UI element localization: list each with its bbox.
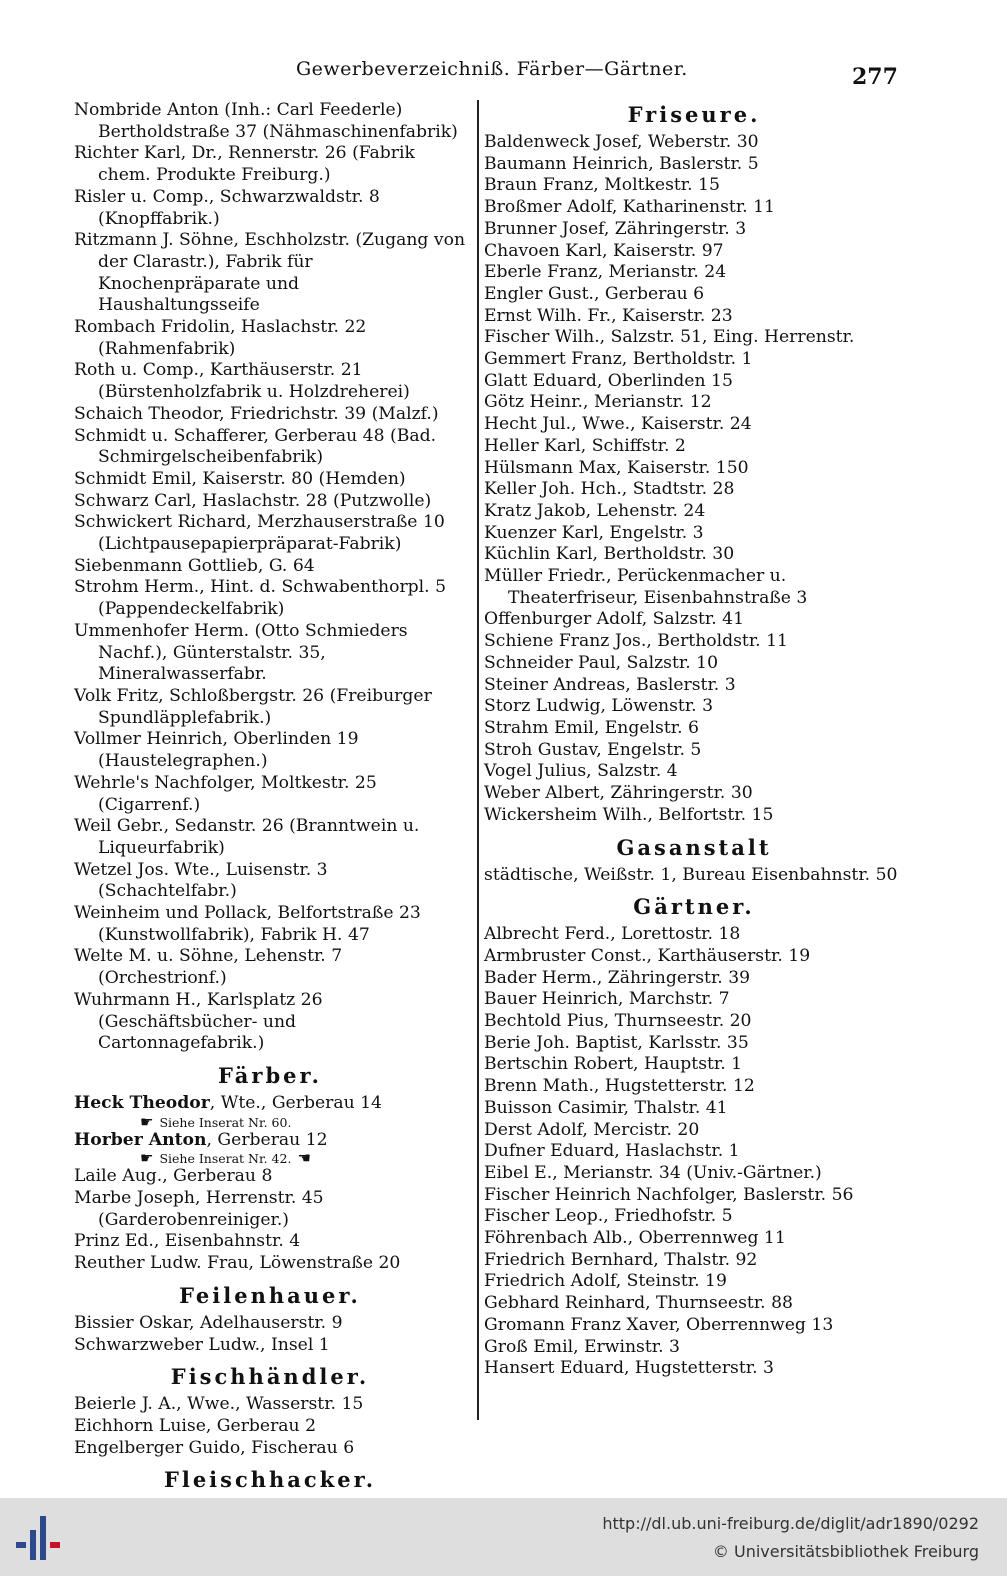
- list-item: Heller Karl, Schiffstr. 2: [484, 435, 686, 456]
- list-item: Roth u. Comp., Karthäuserstr. 21 (Bürstenholzfabrik u. Holzdreherei): [74, 360, 410, 403]
- list-item: städtische, Weißstr. 1, Bureau Eisenbahnstr. 50: [484, 864, 898, 885]
- list-item: Schwarz Carl, Haslachstr. 28 (Putzwolle): [74, 490, 432, 511]
- advert-reference-text: Siehe Inserat Nr. 42.: [159, 1151, 292, 1167]
- list-item: Bader Herm., Zähringerstr. 39: [484, 967, 751, 988]
- advert-reference-text: Siehe Inserat Nr. 60.: [159, 1114, 292, 1130]
- entry-address: , Wte., Gerberau 14: [209, 1092, 382, 1113]
- left-column: [74, 100, 466, 1519]
- entry-address: , Gerberau 12: [206, 1129, 328, 1150]
- list-item: Müller Friedr., Perückenmacher u. Theaterfriseur, Eisenbahnstraße 3: [484, 566, 808, 608]
- list-item: Friedrich Bernhard, Thalstr. 92: [484, 1249, 758, 1270]
- list-item: Föhrenbach Alb., Oberrennweg 11: [484, 1228, 786, 1249]
- list-item: Gemmert Franz, Bertholdstr. 1: [484, 349, 753, 370]
- list-item: Hansert Eduard, Hugstetterstr. 3: [484, 1358, 774, 1379]
- list-item: Götz Heinr., Merianstr. 12: [484, 392, 712, 413]
- list-item: Albrecht Ferd., Lorettostr. 18: [484, 924, 741, 945]
- list-item: Weinheim und Pollack, Belfortstraße 23 (Kunstwollfabrik), Fabrik H. 47: [74, 903, 421, 945]
- list-item: Bissier Oskar, Adelhauserstr. 9: [74, 1312, 343, 1333]
- entry-name-bold: Heck Theodor: [74, 1092, 210, 1113]
- list-item: Braun Franz, Moltkestr. 15: [484, 175, 720, 196]
- list-item: Hülsmann Max, Kaiserstr. 150: [484, 457, 749, 478]
- list-item: Schneider Paul, Salzstr. 10: [484, 652, 719, 673]
- list-item: Derst Adolf, Mercistr. 20: [484, 1119, 700, 1140]
- list-item: Keller Joh. Hch., Stadtstr. 28: [484, 479, 735, 500]
- list-item: Engler Gust., Gerberau 6: [484, 283, 705, 304]
- list-item: Bechtold Pius, Thurnseestr. 20: [484, 1011, 752, 1032]
- list-item: Strahm Emil, Engelstr. 6: [484, 717, 699, 738]
- list-item: Friedrich Adolf, Steinstr. 19: [484, 1271, 727, 1292]
- list-item: Engelberger Guido, Fischerau 6: [74, 1437, 355, 1458]
- pointing-hand-icon: ☛: [140, 1112, 154, 1131]
- list-item: Beierle J. A., Wwe., Wasserstr. 15: [74, 1394, 364, 1415]
- source-url-link[interactable]: http://dl.ub.uni-freiburg.de/diglit/adr1890/0292: [602, 1514, 979, 1533]
- list-item: Schwarzweber Ludw., Insel 1: [74, 1334, 330, 1355]
- section-heading-fleischhacker: Fleischhacker.: [163, 1467, 377, 1493]
- entry-name-bold: Horber Anton: [74, 1129, 207, 1150]
- list-item: Weil Gebr., Sedanstr. 26 (Branntwein u. Liqueurfabrik): [74, 816, 420, 858]
- list-item: Chavoen Karl, Kaiserstr. 97: [484, 240, 724, 261]
- list-item: Ernst Wilh. Fr., Kaiserstr. 23: [484, 305, 733, 326]
- list-item: Kuenzer Karl, Engelstr. 3: [484, 522, 704, 543]
- list-item: Kratz Jakob, Lehenstr. 24: [484, 500, 706, 521]
- list-item: Gebhard Reinhard, Thurnseestr. 88: [484, 1293, 793, 1314]
- list-item: Stroh Gustav, Engelstr. 5: [484, 739, 702, 760]
- list-item: Reuther Ludw. Frau, Löwenstraße 20: [74, 1253, 401, 1274]
- section-heading-gaertner: Gärtner.: [633, 894, 755, 920]
- list-item: Schmidt Emil, Kaiserstr. 80 (Hemden): [74, 468, 406, 489]
- list-item: Wuhrmann H., Karlsplatz 26 (Geschäftsbücher- und Cartonnagefabrik.): [74, 989, 323, 1054]
- section-heading-gasanstalt: Gasanstalt: [616, 834, 772, 860]
- list-item: Richter Karl, Dr., Rennerstr. 26 (Fabrik chem. Produkte Freiburg.): [74, 143, 415, 186]
- list-item: Fischer Heinrich Nachfolger, Baslerstr. 56: [484, 1184, 854, 1205]
- list-item: Schwickert Richard, Merzhauserstraße 10 (Lichtpausepapierpräparat-Fabrik): [74, 512, 445, 555]
- list-item: Strohm Herm., Hint. d. Schwabenthorpl. 5 (Pappendeckelfabrik): [74, 577, 447, 620]
- list-item: Glatt Eduard, Oberlinden 15: [484, 370, 733, 391]
- list-item: Brenn Math., Hugstetterstr. 12: [484, 1076, 755, 1097]
- list-item: Welte M. u. Söhne, Lehenstr. 7 (Orchestrionf.): [74, 946, 343, 989]
- list-item: Laile Aug., Gerberau 8: [74, 1166, 273, 1187]
- list-item: Wetzel Jos. Wte., Luisenstr. 3 (Schachtelfabr.): [74, 859, 328, 902]
- list-item: Fischer Wilh., Salzstr. 51, Eing. Herrenstr.: [484, 327, 855, 348]
- copyright-notice: © Universitätsbibliothek Freiburg: [712, 1542, 979, 1561]
- list-item: Weber Albert, Zähringerstr. 30: [484, 783, 753, 804]
- list-item: Küchlin Karl, Bertholdstr. 30: [484, 544, 735, 565]
- list-item: Prinz Ed., Eisenbahnstr. 4: [74, 1231, 301, 1252]
- list-item: Vogel Julius, Salzstr. 4: [484, 761, 678, 782]
- pointing-hand-icon: ☛: [140, 1149, 154, 1168]
- list-item: Rombach Fridolin, Haslachstr. 22 (Rahmenfabrik): [74, 317, 367, 359]
- list-item: Marbe Joseph, Herrenstr. 45 (Garderobenreiniger.): [74, 1188, 324, 1230]
- list-item: Brunner Josef, Zähringerstr. 3: [484, 218, 747, 239]
- right-column: [484, 100, 904, 1380]
- list-item: Risler u. Comp., Schwarzwaldstr. 8 (Knopffabrik.): [74, 186, 380, 229]
- list-item: Broßmer Adolf, Katharinenstr. 11: [484, 197, 775, 218]
- list-item: Bertschin Robert, Hauptstr. 1: [484, 1054, 743, 1075]
- list-item: Schaich Theodor, Friedrichstr. 39 (Malzf.): [74, 403, 439, 424]
- list-item: [74, 1093, 466, 1115]
- list-item: Storz Ludwig, Löwenstr. 3: [484, 696, 714, 717]
- list-item: Groß Emil, Erwinstr. 3: [484, 1336, 680, 1357]
- section-heading-friseure: Friseure.: [627, 102, 761, 127]
- list-item: Ritzmann J. Söhne, Eschholzstr. (Zugang von der Clarastr.), Fabrik für Knochenpräparate und Haushaltungsseife: [74, 230, 466, 316]
- running-head: Gewerbeverzeichniß. Färber—Gärtner.: [296, 58, 688, 80]
- section-heading-feilenhauer: Feilenhauer.: [179, 1282, 361, 1308]
- list-item: Fischer Leop., Friedhofstr. 5: [484, 1206, 733, 1227]
- list-item: Offenburger Adolf, Salzstr. 41: [484, 609, 745, 630]
- list-item: Siebenmann Gottlieb, G. 64: [74, 555, 315, 576]
- section-heading-fischhaendler: Fischhändler.: [170, 1364, 370, 1390]
- pointing-hand-left-icon: ☚: [297, 1149, 311, 1168]
- list-item: Schmidt u. Schafferer, Gerberau 48 (Bad. Schmirgelscheibenfabrik): [74, 425, 437, 468]
- list-item: Buisson Casimir, Thalstr. 41: [484, 1097, 728, 1118]
- list-item: Wickersheim Wilh., Belfortstr. 15: [484, 804, 774, 825]
- list-item: Schiene Franz Jos., Bertholdstr. 11: [484, 631, 788, 652]
- list-item: Wehrle's Nachfolger, Moltkestr. 25 (Cigarrenf.): [74, 772, 377, 815]
- advert-reference: [74, 1151, 466, 1166]
- list-item: Baldenweck Josef, Weberstr. 30: [484, 132, 759, 152]
- list-item: [74, 1130, 466, 1152]
- page-number: 277: [852, 64, 898, 90]
- list-item: Eichhorn Luise, Gerberau 2: [74, 1415, 317, 1436]
- viewer-footer: [0, 1498, 1007, 1576]
- library-logo-icon: [16, 1508, 66, 1566]
- advert-reference: [74, 1112, 466, 1131]
- list-item: Dufner Eduard, Haslachstr. 1: [484, 1141, 740, 1162]
- list-item: Eibel E., Merianstr. 34 (Univ.-Gärtner.): [484, 1162, 822, 1183]
- list-item: Gromann Franz Xaver, Oberrennweg 13: [484, 1314, 834, 1335]
- list-item: Ummenhofer Herm. (Otto Schmieders Nachf.), Günterstalstr. 35, Mineralwasserfabr.: [74, 620, 408, 685]
- section-heading-faerber: Färber.: [218, 1062, 322, 1088]
- list-item: Steiner Andreas, Baslerstr. 3: [484, 674, 736, 695]
- list-item: Berie Joh. Baptist, Karlsstr. 35: [484, 1032, 749, 1053]
- list-item: Hecht Jul., Wwe., Kaiserstr. 24: [484, 414, 752, 435]
- list-item: Volk Fritz, Schloßbergstr. 26 (Freiburger Spundläpplefabrik.): [74, 685, 432, 728]
- column-divider: [477, 100, 479, 1420]
- list-item: Baumann Heinrich, Baslerstr. 5: [484, 153, 759, 174]
- list-item: Vollmer Heinrich, Oberlinden 19 (Haustelegraphen.): [74, 729, 359, 772]
- list-item: Nombride Anton (Inh.: Carl Feederle) Bertholdstraße 37 (Nähmaschinenfabrik): [74, 100, 458, 142]
- list-item: Armbruster Const., Karthäuserstr. 19: [484, 945, 811, 966]
- list-item: Bauer Heinrich, Marchstr. 7: [484, 989, 730, 1010]
- list-item: Eberle Franz, Merianstr. 24: [484, 262, 727, 283]
